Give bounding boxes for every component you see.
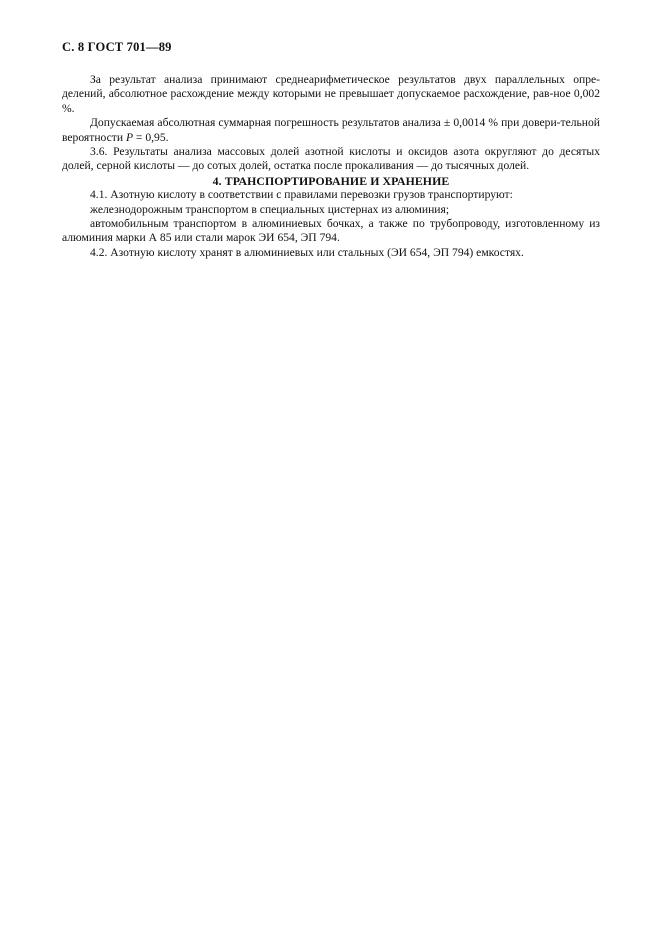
paragraph-transport-intro: 4.1. Азотную кислоту в соответствии с правилами перевозки грузов транспортируют:: [90, 188, 513, 202]
paragraph-rounding: 3.6. Результаты анализа массовых долей азотной кислоты и оксидов азота округляют до десятых долей, серной кислоты — до сотых долей, остатка после прокаливания — до тысячных долей.: [62, 145, 600, 173]
paragraph-transport-rail: железнодорожным транспортом в специальных цистернах из алюминия;: [90, 202, 450, 216]
paragraph-result-line1: За результат анализа принимают среднеарифметическое результатов двух параллельных опре-: [90, 73, 600, 86]
paragraph-result-definition: [62, 73, 600, 116]
section-title-transport: 4. ТРАНСПОРТИРОВАНИЕ И ХРАНЕНИЕ: [212, 173, 450, 188]
paragraph-transport-road: автомобильным транспортом в алюминиевых бочках, а также по трубопроводу, изготовленному из алюминия марки А 85 или стали марок ЭИ 654, ЭП 794.: [62, 217, 600, 245]
paragraph-storage: 4.2. Азотную кислоту хранят в алюминиевых или стальных (ЭИ 654, ЭП 794) емкостях.: [90, 245, 524, 259]
paragraph-error-tolerance: [62, 116, 600, 145]
document-body: [62, 73, 600, 260]
paragraph-error-value: = 0,95.: [133, 130, 169, 144]
paragraph-result-rest: делений, абсолютное расхождение между которыми не превышает допускаемое расхождение, рав-ное 0,002 %.: [62, 87, 600, 115]
page-header: С. 8 ГОСТ 701—89: [62, 40, 172, 54]
paragraph-error-text: Допускаемая абсолютная суммарная погрешность результатов анализа ± 0,0014 % при довери-тельной вероятности: [62, 116, 600, 144]
probability-variable: P: [125, 130, 134, 144]
